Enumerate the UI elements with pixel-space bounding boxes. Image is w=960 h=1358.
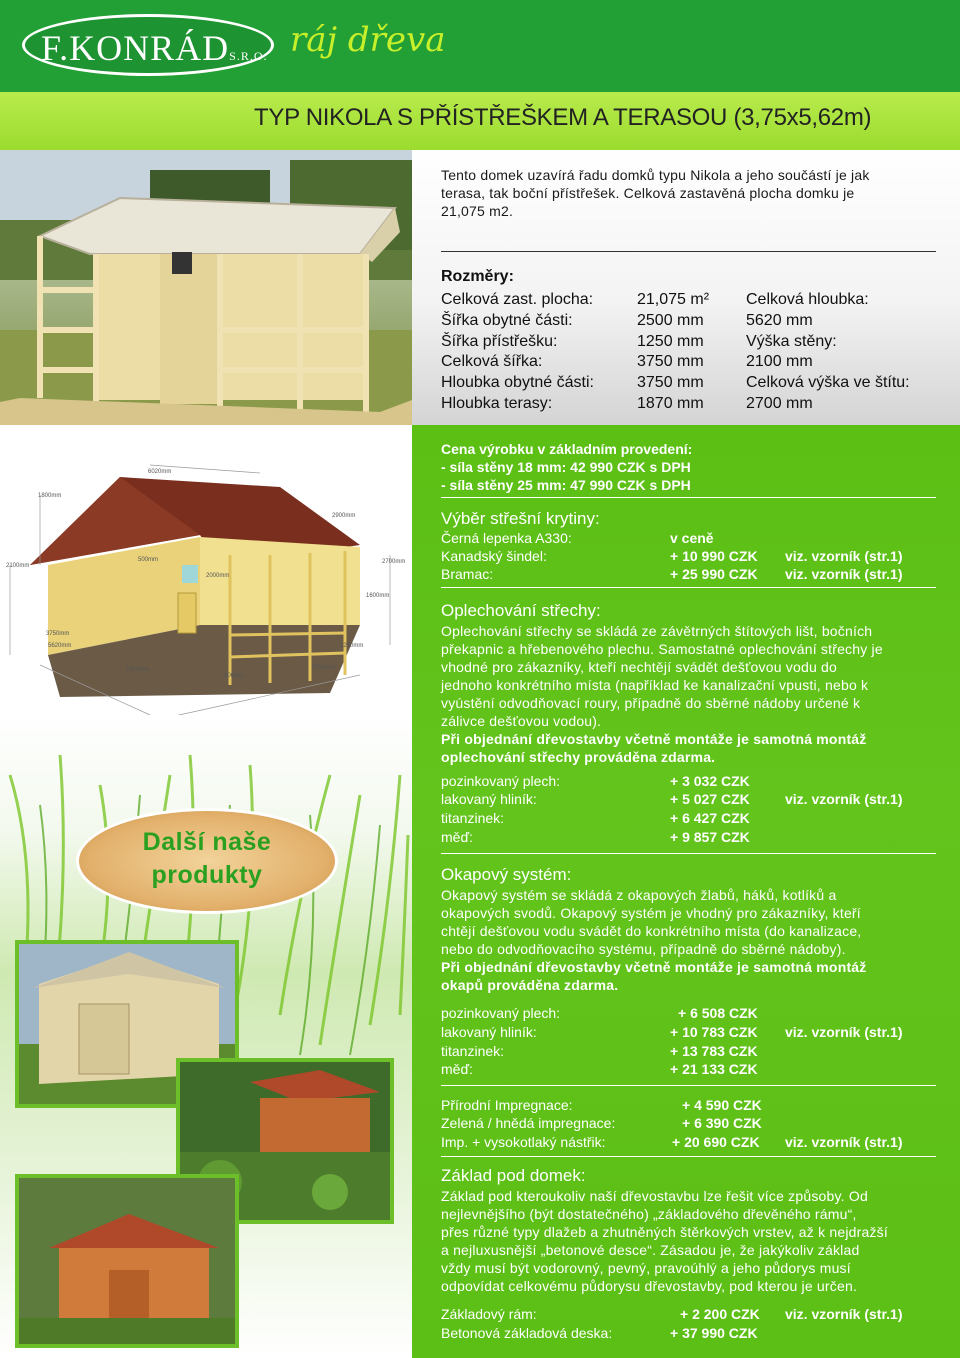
paragraph-bold: Při objednání dřevostavby včetně montáže je samotná montáž bbox=[441, 731, 867, 747]
paragraph-bold: okapů prováděna zdarma. bbox=[441, 977, 619, 993]
more-products-line: produkty bbox=[151, 861, 263, 889]
dim-label: 1250mm bbox=[340, 643, 364, 649]
roofing-label: Kanadský šindel: bbox=[441, 548, 547, 564]
sample-link[interactable]: viz. vzorník (str.1) bbox=[785, 1134, 903, 1150]
gutter-label: pozinkovaný plech: bbox=[441, 1005, 561, 1021]
dimension-label2: Výška stěny: bbox=[746, 332, 837, 350]
dimension-label: Celková zast. plocha: bbox=[441, 291, 594, 308]
paragraph-line: vždy musí být vodorovný, pevný, pravoúhlý a jeho půdorys musí bbox=[441, 1260, 851, 1276]
dim-label: 3750mm bbox=[46, 631, 70, 637]
flashing-label: lakovaný hliník: bbox=[441, 791, 537, 807]
dimension-value: 3750 mm bbox=[637, 374, 704, 392]
flashing-heading: Oplechování střechy: bbox=[441, 601, 601, 620]
dim-label: 3750mm bbox=[312, 665, 336, 671]
house-diagram bbox=[0, 425, 412, 725]
flashing-price: + 9 857 CZK bbox=[670, 829, 750, 845]
dim-label: 2700mm bbox=[382, 559, 406, 565]
paragraph-line: a nejluxusnější „betonové desce“. Zásadou je, že jakýkoliv základ bbox=[441, 1242, 860, 1258]
impregnation-label: Imp. + vysokotlaký nástřik: bbox=[441, 1134, 606, 1150]
gutter-heading: Okapový systém: bbox=[441, 865, 572, 884]
intro-text bbox=[441, 166, 931, 220]
price-line: - síla stěny 25 mm: 47 990 CZK s DPH bbox=[441, 477, 691, 493]
logo-main-text: F.KONRÁD bbox=[41, 28, 230, 68]
foundation-heading: Základ pod domek: bbox=[441, 1166, 586, 1185]
paragraph-line: vyústění odvodňovací roury, případně do sběrné nádoby určené k bbox=[441, 695, 861, 711]
price-block bbox=[441, 440, 692, 494]
gutter-price: + 21 133 CZK bbox=[670, 1061, 758, 1077]
flashing-price: + 6 427 CZK bbox=[670, 810, 750, 826]
dimension-label: Šířka obytné části: bbox=[441, 311, 573, 329]
dimension-row bbox=[441, 394, 941, 415]
dimension-label: Hloubka terasy: bbox=[441, 394, 553, 412]
impregnation-price: + 20 690 CZK bbox=[672, 1134, 760, 1150]
dimension-label2: 2100 mm bbox=[746, 353, 813, 371]
dim-label: 2100mm bbox=[6, 563, 30, 569]
flashing-text bbox=[441, 622, 931, 766]
paragraph-line: chtějí dešťovou vodu svádět do konkrétního místa (do kanalizace, bbox=[441, 923, 862, 939]
gutter-label: měď: bbox=[441, 1061, 473, 1077]
intro-line: Tento domek uzavírá řadu domků typu Nikola a jeho součástí je jak bbox=[441, 167, 870, 183]
sample-link[interactable]: viz. vzorník (str.1) bbox=[785, 1306, 903, 1322]
paragraph-line: Oplechování střechy se skládá ze závětrných štítových lišt, bočních bbox=[441, 623, 873, 639]
dim-label: 5620mm bbox=[48, 643, 72, 649]
flashing-label: měď: bbox=[441, 829, 473, 845]
roofing-heading: Výběr střešní krytiny: bbox=[441, 509, 600, 528]
dimension-row bbox=[441, 290, 941, 311]
slogan: ráj dřeva bbox=[290, 20, 446, 60]
dim-label: 6020mm bbox=[148, 469, 172, 475]
price-line: - síla stěny 18 mm: 42 990 CZK s DPH bbox=[441, 459, 691, 475]
gutter-text bbox=[441, 886, 931, 994]
dimension-value: 1870 mm bbox=[637, 394, 704, 412]
dimension-label: Šířka přístřešku: bbox=[441, 332, 558, 350]
roofing-price: + 25 990 CZK bbox=[670, 566, 758, 582]
logo-sub-text: S.R.O. bbox=[229, 49, 268, 63]
dim-label: 2000mm bbox=[206, 573, 230, 579]
paragraph-line: nebo do odvodňovacího systému, případně do sběrné nádoby). bbox=[441, 941, 846, 957]
dimension-value: 3750 mm bbox=[637, 353, 704, 371]
gutter-price: + 6 508 CZK bbox=[678, 1005, 758, 1021]
dimension-row bbox=[441, 352, 941, 373]
dimensions-table bbox=[441, 290, 941, 415]
gutter-label: lakovaný hliník: bbox=[441, 1024, 537, 1040]
dim-label: 1870mm bbox=[126, 667, 150, 673]
sample-link[interactable]: viz. vzorník (str.1) bbox=[785, 548, 903, 564]
paragraph-line: Základ pod kteroukoliv naší dřevostavbu lze řešit více způsoby. Od bbox=[441, 1188, 868, 1204]
intro-line: 21,075 m2. bbox=[441, 203, 514, 219]
dimension-row bbox=[441, 332, 941, 353]
paragraph-line: odpovídat celkovému půdorysu dřevostavby, pod kterou je určen. bbox=[441, 1278, 858, 1294]
impregnation-price: + 6 390 CZK bbox=[682, 1115, 762, 1131]
sample-link[interactable]: viz. vzorník (str.1) bbox=[785, 566, 903, 582]
roofing-price: v ceně bbox=[670, 530, 714, 546]
flashing-label: pozinkovaný plech: bbox=[441, 773, 561, 789]
dimension-value: 21,075 m² bbox=[637, 291, 710, 308]
gutter-price: + 13 783 CZK bbox=[670, 1043, 758, 1059]
dimension-label2: Celková hloubka: bbox=[746, 291, 869, 308]
impregnation-label: Přírodní Impregnace: bbox=[441, 1097, 573, 1113]
roofing-label: Černá lepenka A330: bbox=[441, 530, 572, 546]
foundation-label: Základový rám: bbox=[441, 1306, 537, 1322]
foundation-label: Betonová základová deska: bbox=[441, 1325, 613, 1341]
foundation-text bbox=[441, 1187, 931, 1295]
roofing-price: + 10 990 CZK bbox=[670, 548, 758, 564]
paragraph-bold: oplechování střechy prováděna zdarma. bbox=[441, 749, 716, 765]
dimension-label2: Celková výška ve štítu: bbox=[746, 374, 910, 392]
paragraph-line: jednoho konkrétního místa (například ke kanalizační vpusti, nebo k bbox=[441, 677, 869, 693]
dimension-row bbox=[441, 311, 941, 332]
divider bbox=[441, 251, 936, 252]
divider bbox=[441, 853, 936, 854]
paragraph-line: nejlevnějšího (být dostatečného) „základového dřevěného rámu“, bbox=[441, 1206, 857, 1222]
dim-label: 1800mm bbox=[38, 493, 62, 499]
paragraph-line: vhodné pro zákazníky, kteří nechtějí svádět dešťovou vodu do bbox=[441, 659, 838, 675]
price-heading: Cena výrobku v základním provedení: bbox=[441, 441, 693, 457]
dim-label: 1600mm bbox=[366, 593, 390, 599]
intro-line: terasa, tak boční přístřešek. Celková zastavěná plocha domku je bbox=[441, 185, 855, 201]
flashing-label: titanzinek: bbox=[441, 810, 505, 826]
impregnation-label: Zelená / hnědá impregnace: bbox=[441, 1115, 616, 1131]
dim-label: 800mm bbox=[224, 673, 245, 679]
dimension-value: 2500 mm bbox=[637, 311, 704, 329]
divider bbox=[441, 497, 936, 498]
impregnation-price: + 4 590 CZK bbox=[682, 1097, 762, 1113]
more-products-label bbox=[76, 826, 338, 892]
gutter-label: titanzinek: bbox=[441, 1043, 505, 1059]
roofing-label: Bramac: bbox=[441, 566, 494, 582]
paragraph-line: překapnic a hřebenového plechu. Samostatné oplechování střechy je bbox=[441, 641, 883, 657]
divider bbox=[441, 587, 936, 588]
more-products-line: Další naše bbox=[142, 828, 272, 856]
flashing-price: + 3 032 CZK bbox=[670, 773, 750, 789]
paragraph-line: okapových svodů. Okapový systém je vhodný pro zákazníky, kteří bbox=[441, 905, 861, 921]
page-title: TYP NIKOLA S PŘÍSTŘEŠKEM A TERASOU (3,75x5,62m) bbox=[254, 104, 872, 131]
gutter-price: + 10 783 CZK bbox=[670, 1024, 758, 1040]
paragraph-line: zálivce dešťovou vodou). bbox=[441, 713, 602, 729]
house-photo bbox=[0, 150, 412, 425]
dimension-label2: 5620 mm bbox=[746, 311, 813, 329]
product-thumbnail[interactable] bbox=[15, 1174, 239, 1348]
dimension-label2: 2700 mm bbox=[746, 394, 813, 412]
dimension-value: 1250 mm bbox=[637, 332, 704, 350]
foundation-price: + 37 990 CZK bbox=[670, 1325, 758, 1341]
foundation-price: + 2 200 CZK bbox=[680, 1306, 760, 1322]
company-logo bbox=[22, 14, 274, 76]
paragraph-bold: Při objednání dřevostavby včetně montáže je samotná montáž bbox=[441, 959, 867, 975]
dimension-row bbox=[441, 373, 941, 394]
sample-link[interactable]: viz. vzorník (str.1) bbox=[785, 1024, 903, 1040]
paragraph-line: Okapový systém se skládá z okapových žlabů, háků, kotlíků a bbox=[441, 887, 837, 903]
sample-link[interactable]: viz. vzorník (str.1) bbox=[785, 791, 903, 807]
dimension-label: Hloubka obytné části: bbox=[441, 374, 594, 392]
divider bbox=[441, 1156, 936, 1157]
flashing-price: + 5 027 CZK bbox=[670, 791, 750, 807]
dim-label: 2900mm bbox=[332, 513, 356, 519]
dimension-label: Celková šířka: bbox=[441, 353, 543, 371]
dim-label: 500mm bbox=[138, 557, 159, 563]
dimensions-heading: Rozměry: bbox=[441, 268, 514, 285]
paragraph-line: přes různé typy dlažeb a zhutněných štěrkových vrstev, až k nejdražší bbox=[441, 1224, 888, 1240]
divider bbox=[441, 1085, 936, 1086]
